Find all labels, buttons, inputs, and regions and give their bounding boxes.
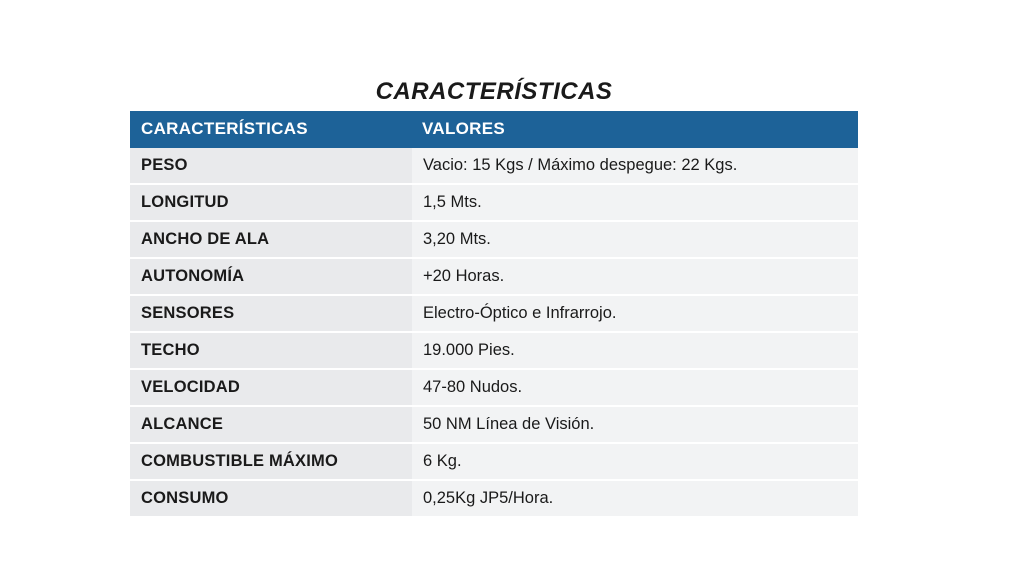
row-value: 1,5 Mts. [412,184,858,221]
table-row [130,332,858,369]
column-header-values: VALORES [412,111,858,148]
row-label: PESO [130,148,412,184]
row-label: CONSUMO [130,480,412,516]
table-header [130,111,858,148]
row-label: ALCANCE [130,406,412,443]
row-value: 19.000 Pies. [412,332,858,369]
row-value: 3,20 Mts. [412,221,858,258]
row-label: LONGITUD [130,184,412,221]
table-row [130,406,858,443]
table-row [130,443,858,480]
row-value: 47-80 Nudos. [412,369,858,406]
row-value: +20 Horas. [412,258,858,295]
row-label: VELOCIDAD [130,369,412,406]
table-header-row [130,111,858,148]
table-row [130,480,858,516]
row-label: TECHO [130,332,412,369]
row-value: 0,25Kg JP5/Hora. [412,480,858,516]
row-value: 6 Kg. [412,443,858,480]
column-header-characteristics: CARACTERÍSTICAS [130,111,412,148]
specifications-table [130,111,858,516]
table-row [130,184,858,221]
row-label: ANCHO DE ALA [130,221,412,258]
table-row [130,295,858,332]
table-body [130,148,858,516]
page-title: CARACTERÍSTICAS [375,78,613,105]
row-value: 50 NM Línea de Visión. [412,406,858,443]
row-value: Vacio: 15 Kgs / Máximo despegue: 22 Kgs. [412,148,858,184]
row-label: COMBUSTIBLE MÁXIMO [130,443,412,480]
table-row [130,221,858,258]
table-row [130,258,858,295]
row-label: AUTONOMÍA [130,258,412,295]
row-label: SENSORES [130,295,412,332]
table-row [130,148,858,184]
row-value: Electro-Óptico e Infrarrojo. [412,295,858,332]
table-row [130,369,858,406]
